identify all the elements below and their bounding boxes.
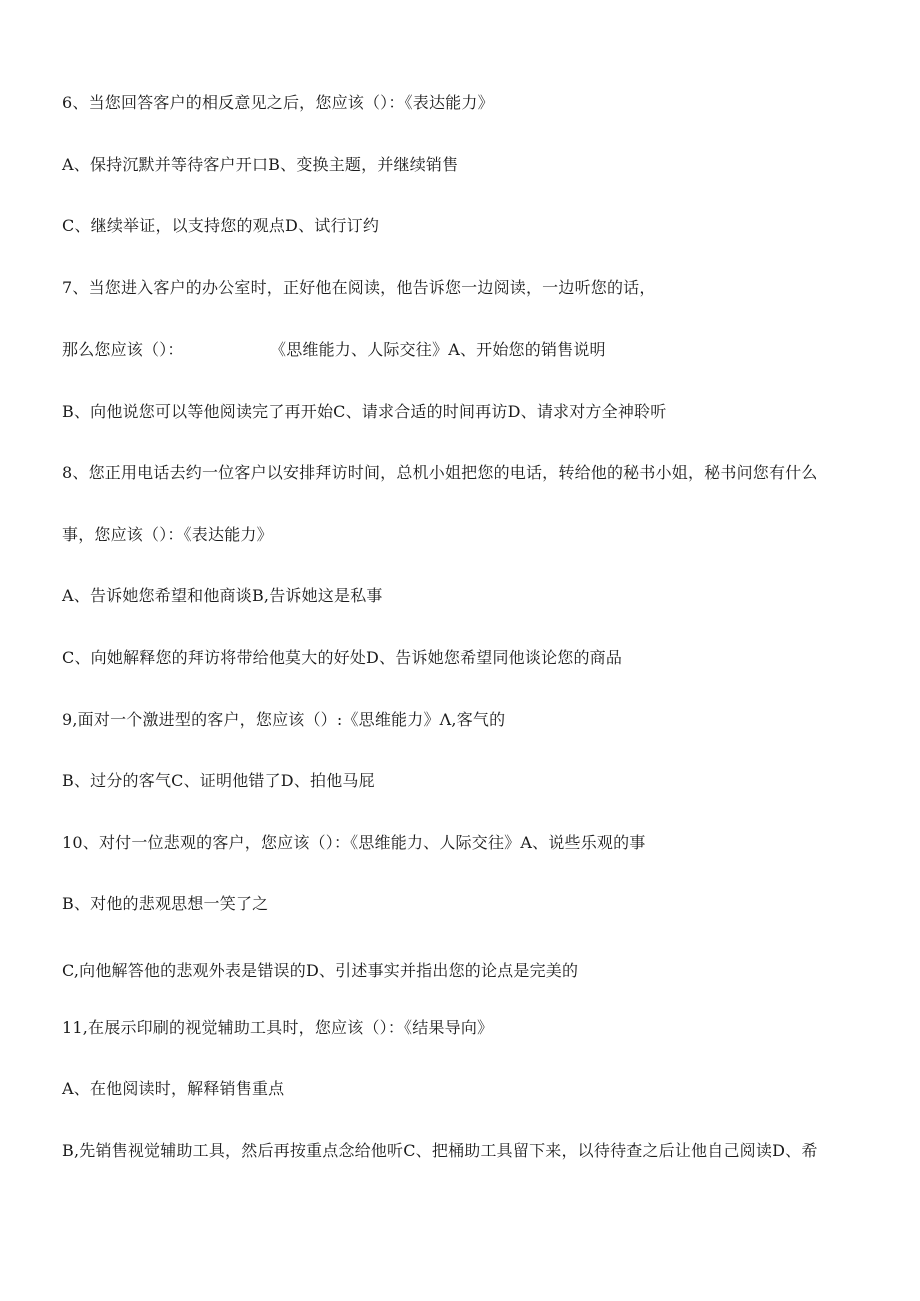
- question-10-option-b: B、对他的悲观思想一笑了之: [62, 894, 269, 913]
- question-10-stem: 10、对付一位悲观的客户，您应该（）：《思维能力、人际交往》A、说些乐观的事: [62, 833, 646, 852]
- question-11-stem: 11,在展示印刷的视觉辅助工具时，您应该（）：《结果导向》: [62, 1018, 494, 1037]
- question-11-option-a: A、在他阅读时，解释销售重点: [62, 1079, 285, 1098]
- question-7-stem-cont: 那么您应该（）：: [62, 340, 184, 359]
- question-7-stem: 7、当您进入客户的办公室时，正好他在阅读，他告诉您一边阅读，一边听您的话，: [62, 278, 656, 297]
- question-9-stem: 9,面对一个激进型的客户，您应该（）:《思维能力》Λ,客气的: [62, 710, 506, 729]
- question-8-stem: 8、您正用电话去约一位客户以安排拜访时间，总机小姐把您的电话，转给他的秘书小姐，秘书问您有什么: [62, 463, 818, 482]
- question-6-options-cd: C、继续举证，以支持您的观点D、试行订约: [62, 216, 380, 235]
- question-10-options-cd: C,向他解答他的悲观外表是错误的D、引述事实并指出您的论点是完美的: [62, 961, 579, 980]
- question-8-options-cd: C、向她解释您的拜访将带给他莫大的好处D、告诉她您希望同他谈论您的商品: [62, 648, 623, 667]
- question-9-options-bcd: B、过分的客气C、证明他错了D、拍他马屁: [62, 771, 375, 790]
- question-6-options-ab: A、保持沉默并等待客户开口B、变换主题，并继续销售: [62, 155, 459, 174]
- question-11-options-bcd: B,先销售视觉辅助工具，然后再按重点念给他听C、把桶助工具留下来，以待待查之后让他自己阅读D、希: [62, 1141, 818, 1160]
- question-7-tag-option-a: 《思维能力、人际交往》A、开始您的销售说明: [270, 340, 606, 359]
- question-8-stem-cont: 事，您应该（）：《表达能力》: [62, 525, 273, 544]
- question-7-options-bcd: B、向他说您可以等他阅读完了再开始C、请求合适的时间再访D、请求对方全神聆听: [62, 402, 667, 421]
- question-8-options-ab: A、告诉她您希望和他商谈B,告诉她这是私事: [62, 586, 383, 605]
- question-6-stem: 6、当您回答客户的相反意见之后，您应该（）：《表达能力》: [62, 93, 494, 112]
